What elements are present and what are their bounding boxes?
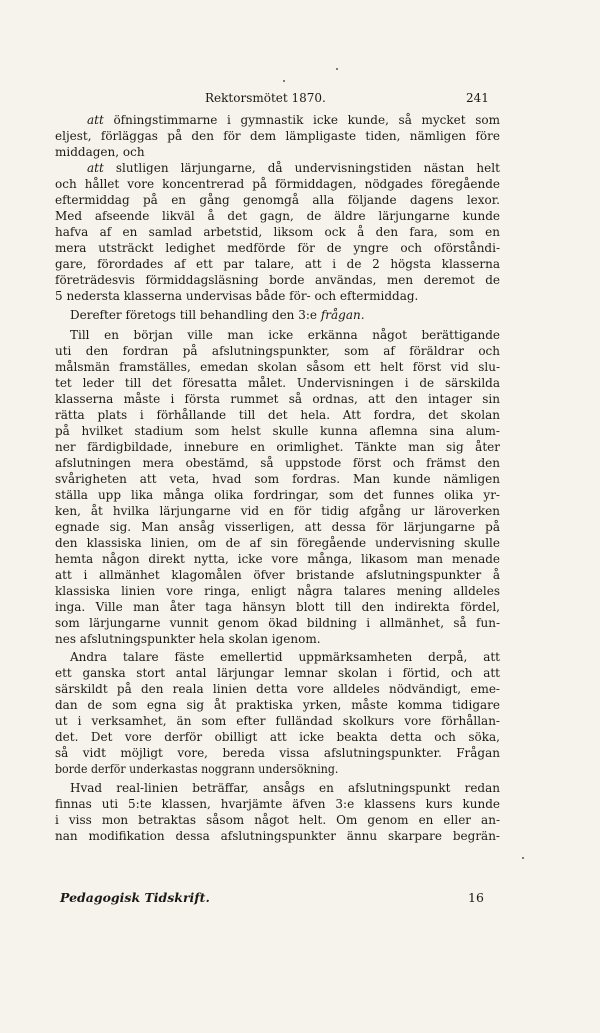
paper-speck bbox=[522, 857, 524, 859]
text-line: Andra talare fäste emellertid uppmärksamheten derpå, att bbox=[70, 650, 500, 664]
text-line: finnas uti 5:te klassen, hvarjämte äfven 3:e klassens kurs kunde bbox=[55, 797, 500, 811]
text-line: ut i verksamhet, än som efter fulländad skolkurs vore förhållan- bbox=[55, 714, 500, 728]
text-line: Hvad real-linien beträffar, ansågs en afslutningspunkt redan bbox=[70, 781, 500, 795]
text-line: rätta plats i förhållande till det hela. Att fordra, det skolan bbox=[55, 408, 500, 422]
text-line: ner färdigbildade, innebure en orimlighet. Tänkte man sig åter bbox=[55, 440, 500, 454]
text-line: hemta någon direkt nytta, icke vore många, likasom man menade bbox=[55, 552, 500, 566]
running-title: Rektorsmötet 1870. bbox=[205, 91, 326, 105]
text-line: målsmän framställes, emedan skolan såsom ett helt först vid slu- bbox=[55, 360, 500, 374]
sheet-number: 16 bbox=[468, 890, 484, 905]
text-line: eljest, förläggas på den för dem lämpligaste tiden, nämligen före bbox=[55, 129, 500, 143]
text-line: på hvilket stadium som helst skulle kunna aflemna sina alum- bbox=[55, 424, 500, 438]
text-line: Med afseende likväl å det gagn, de äldre lärjungarne kunde bbox=[55, 209, 500, 223]
text-line: hafva af en samlad arbetstid, liksom ock å den fara, som en bbox=[55, 225, 500, 239]
text-line: dan de som egna sig åt praktiska yrken, måste komma tidigare bbox=[55, 698, 500, 712]
text-line: mera utsträckt ledighet medförde för de yngre och oförståndi- bbox=[55, 241, 500, 255]
journal-title: Pedagogisk Tidskrift. bbox=[60, 890, 210, 905]
text-line: ställa upp lika många olika fordringar, som det funnes olika yr- bbox=[55, 488, 500, 502]
page-footer bbox=[0, 890, 600, 908]
paper-speck bbox=[336, 68, 338, 70]
text-line: att öfningstimmarne i gymnastik icke kunde, så mycket som bbox=[87, 113, 500, 127]
text-line: inga. Ville man åter taga hänsyn blott till den indirekta fördel, bbox=[55, 600, 500, 614]
page-number: 241 bbox=[466, 91, 489, 105]
text-line: uti den fordran på afslutningspunkter, som af föräldrar och bbox=[55, 344, 500, 358]
text-line: att i allmänhet klagomålen öfver bristande afslutningspunkter å bbox=[55, 568, 500, 582]
text-line: tet leder till det föresatta målet. Undervisningen i de särskilda bbox=[55, 376, 500, 390]
text-line: nes afslutningspunkter hela skolan igenom. bbox=[55, 632, 321, 646]
text-line: och hållet vore koncentrerad på förmiddagen, nödgades föregående bbox=[55, 177, 500, 191]
text-line: Till en början ville man icke erkänna något berättigande bbox=[70, 328, 500, 342]
text-line: klassiska linien vore ringa, enligt några talares mening alldeles bbox=[55, 584, 500, 598]
text-line: särskildt på den reala linien detta vore alldeles nödvändigt, eme- bbox=[55, 682, 500, 696]
text-line: 5 nedersta klasserna undervisas både för- och eftermiddag. bbox=[55, 289, 419, 303]
text-line: den klassiska linien, om de af sin föregående undervisning skulle bbox=[55, 536, 500, 550]
text-line: svårigheten att veta, hvad som fordras. Man kunde nämligen bbox=[55, 472, 500, 486]
paper-speck bbox=[283, 80, 285, 82]
text-line: Derefter företogs till behandling den 3:e frågan. bbox=[70, 308, 365, 322]
text-line: att slutligen lärjungarne, då undervisningstiden nästan helt bbox=[87, 161, 500, 175]
text-line: eftermiddag på en gång genomgå alla följande dagens lexor. bbox=[55, 193, 500, 207]
text-line: i viss mon betraktas såsom något helt. Om genom en eller an- bbox=[55, 813, 500, 827]
text-line: egnade sig. Man ansåg visserligen, att dessa för lärjungarne på bbox=[55, 520, 500, 534]
text-line: så vidt möjligt vore, bereda vissa afslutningspunkter. Frågan bbox=[55, 746, 500, 760]
text-line: gare, förordades af ett par talare, att i de 2 högsta klasserna bbox=[55, 257, 500, 271]
text-line: afslutningen mera obestämd, så uppstode först och främst den bbox=[55, 456, 500, 470]
text-line: borde derför underkastas noggrann undersökning. bbox=[55, 762, 339, 776]
text-line: ken, åt hvilka lärjungarne vid en för tidig afgång ur läroverken bbox=[55, 504, 500, 518]
text-line: klasserna måste i första rummet så ordnas, att den intager sin bbox=[55, 392, 500, 406]
text-line: företrädesvis förmiddagsläsning borde användas, men deremot de bbox=[55, 273, 500, 287]
text-line: middagen, och bbox=[55, 145, 145, 159]
text-line: ett ganska stort antal lärjungar lemnar skolan i förtid, och att bbox=[55, 666, 500, 680]
text-line: som lärjungarne vunnit genom ökad bildning i allmänhet, så fun- bbox=[55, 616, 500, 630]
text-line: det. Det vore derför obilligt att icke beakta detta och söka, bbox=[55, 730, 500, 744]
text-line: nan modifikation dessa afslutningspunkter ännu skarpare begrän- bbox=[55, 829, 500, 843]
